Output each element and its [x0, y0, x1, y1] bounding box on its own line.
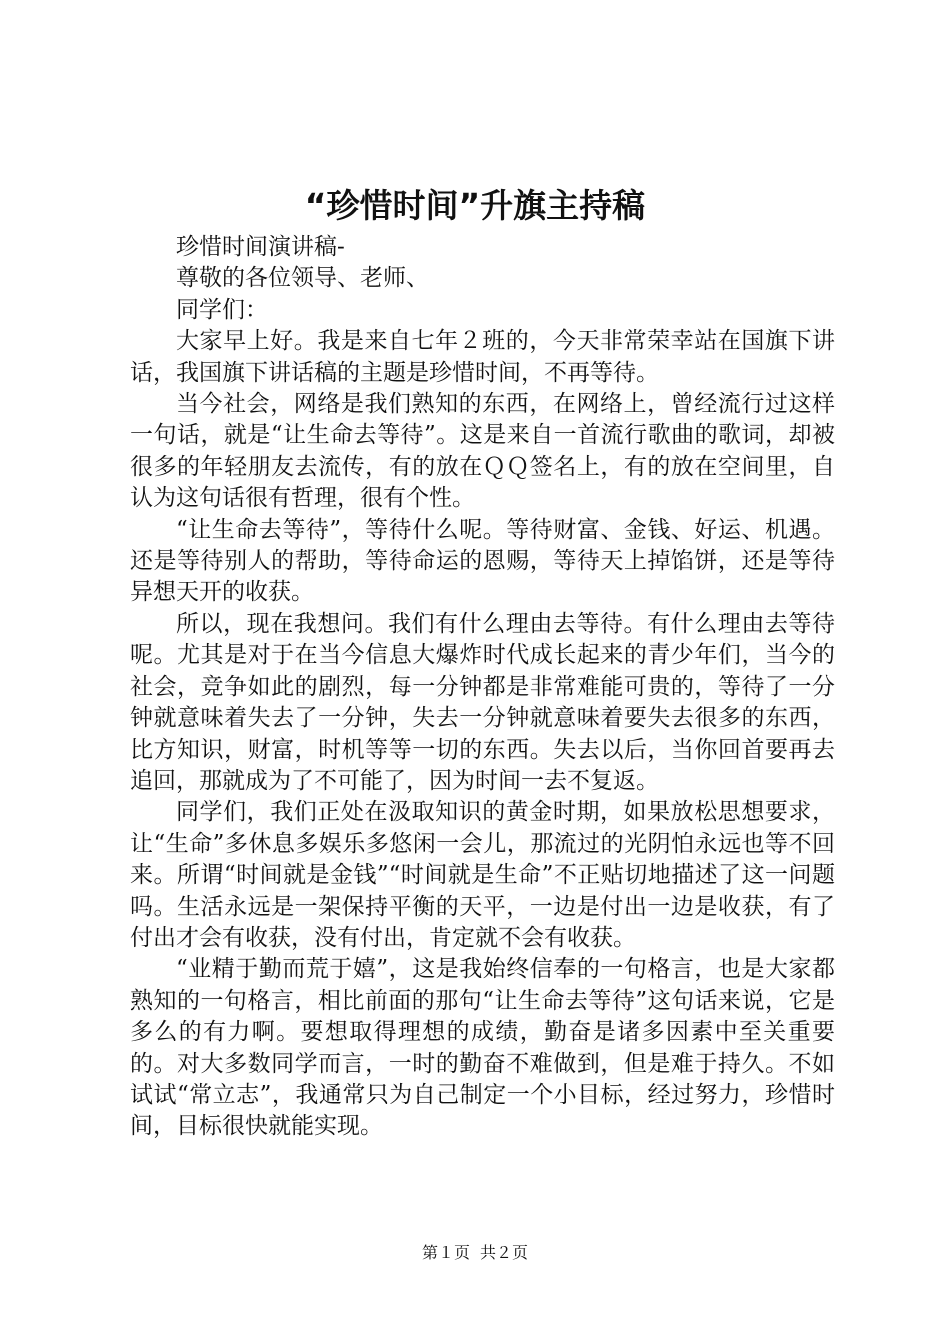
paragraph: 同学们： — [176, 296, 268, 323]
paragraph: “让生命去等待”，等待什么呢。等待财富、金钱、好运、机遇。还是等待别人的帮助，等待命运的恩赐，等待天上掉馅饼，还是等待异想天开的收获。 — [130, 516, 835, 606]
document-title: “珍惜时间”升旗主持稿 — [304, 186, 646, 225]
page-total: 共２页 — [480, 1243, 529, 1262]
paragraph: 所以，现在我想问。我们有什么理由去等待。有什么理由去等待呢。尤其是对于在当今信息大爆炸时代成长起来的青少年们，当今的社会，竞争如此的剧烈，每一分钟都是非常难能可贵的，等待了一分钟就意味着失去了一分钟，失去一分钟就意味着要失去很多的东西，比方知识，财富，时机等等一切的东西。失去以后，当你回首要再去追回，那就成为了不可能了，因为时间一去不复返。 — [130, 610, 835, 794]
document-body — [130, 232, 835, 1143]
paragraph: 当今社会，网络是我们熟知的东西，在网络上，曾经流行过这样一句话，就是“让生命去等待”。这是来自一首流行歌曲的歌词，却被很多的年轻朋友去流传，有的放在ＱＱ签名上，有的放在空间里，自认为这句话很有哲理，很有个性。 — [130, 391, 835, 512]
paragraph: 大家早上好。我是来自七年２班的，今天非常荣幸站在国旗下讲话，我国旗下讲话稿的主题是珍惜时间，不再等待。 — [130, 328, 835, 386]
paragraph: 尊敬的各位领导、老师、 — [176, 265, 429, 292]
paragraph: 珍惜时间演讲稿- — [176, 234, 345, 260]
paragraph: “业精于勤而荒于嬉”，这是我始终信奉的一句格言，也是大家都熟知的一句格言，相比前面的那句“让生命去等待”这句话来说，它是多么的有力啊。要想取得理想的成绩，勤奋是诸多因素中至关重要的。对大多数同学而言，一时的勤奋不难做到，但是难于持久。不如试试“常立志”，我通常只为自己制定一个小目标，经过努力，珍惜时间，目标很快就能实现。 — [130, 956, 835, 1140]
paragraph: 同学们，我们正处在汲取知识的黄金时期，如果放松思想要求，让“生命”多休息多娱乐多悠闲一会儿，那流过的光阴怕永远也等不回来。所谓“时间就是金钱”“时间就是生命”不正贴切地描述了这一问题吗。生活永远是一架保持平衡的天平，一边是付出一边是收获，有了付出才会有收获，没有付出，肯定就不会有收获。 — [130, 799, 835, 951]
page-number: 第１页 — [421, 1243, 470, 1262]
page-footer — [0, 1241, 950, 1265]
